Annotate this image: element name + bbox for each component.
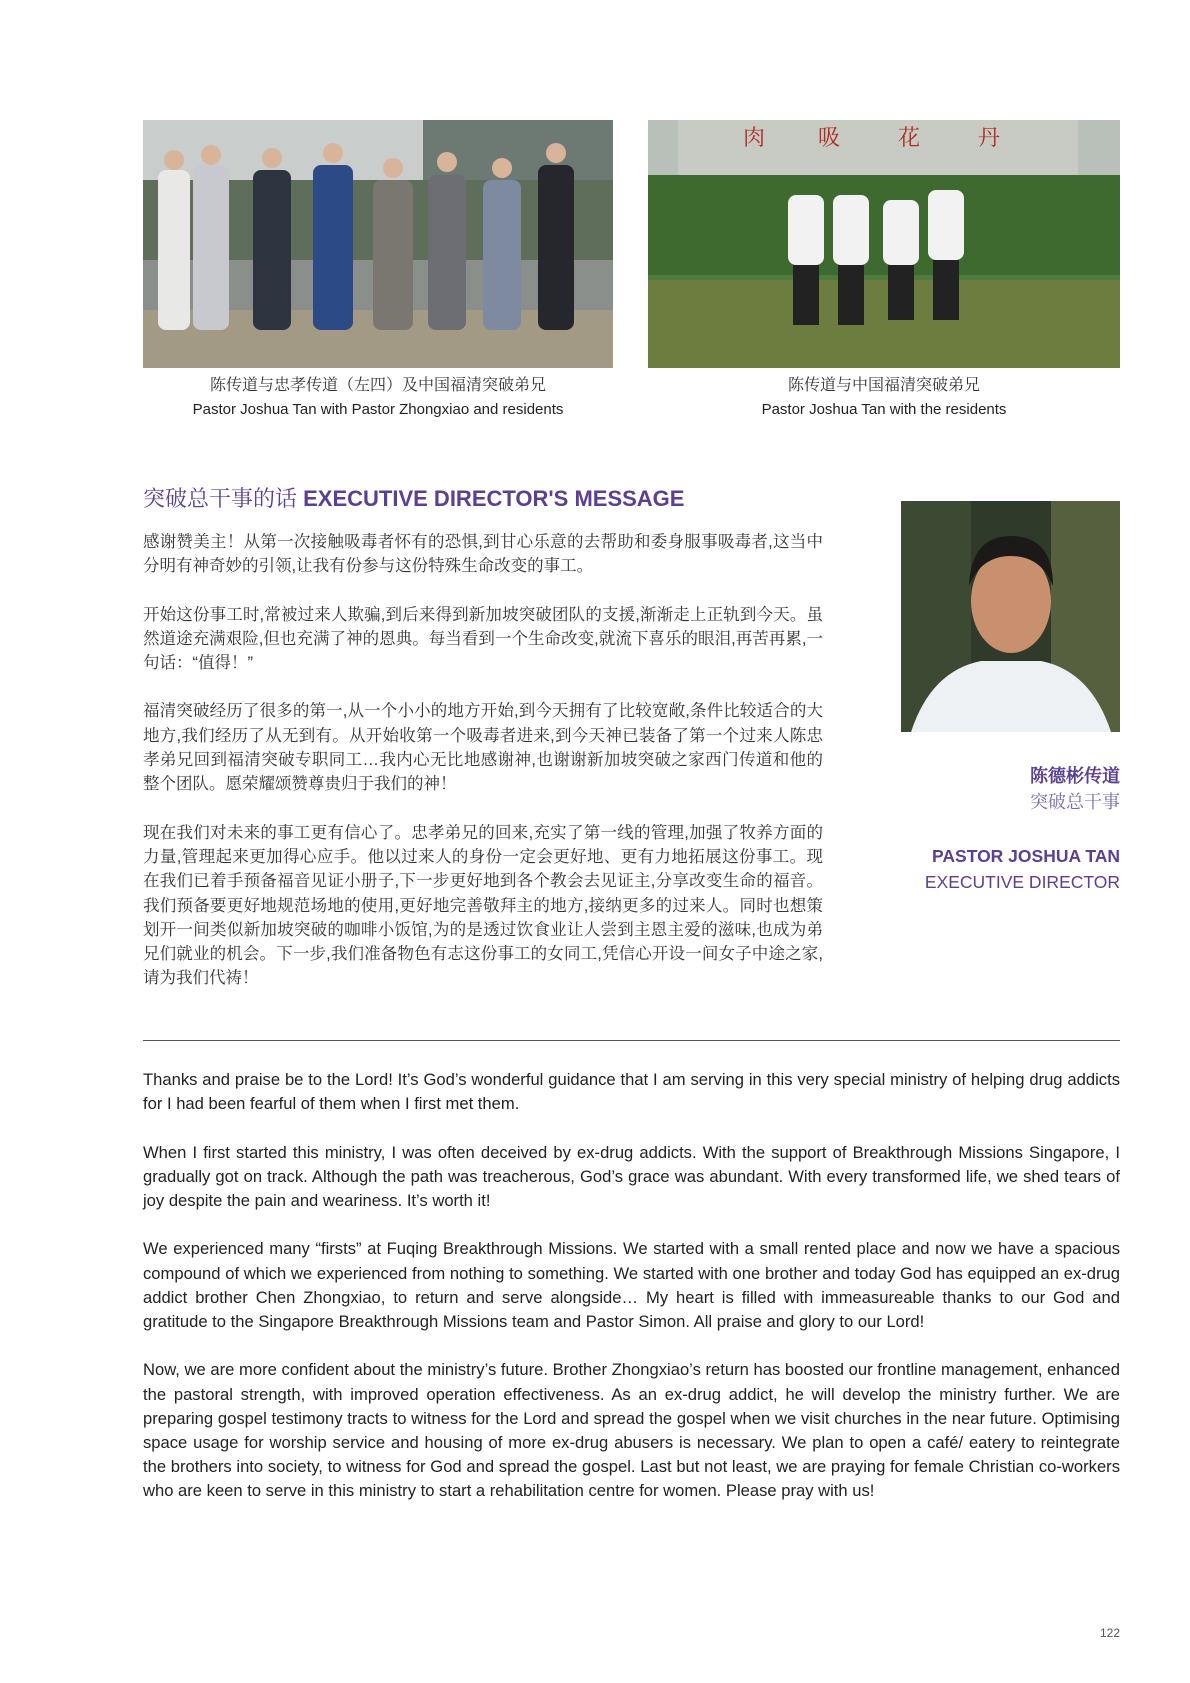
- group-photo-residents: [648, 120, 1120, 368]
- section-heading: [143, 482, 684, 513]
- en-paragraph: We experienced many “firsts” at Fuqing Breakthrough Missions. We started with a small rented place and now we have a spacious compound of which we experienced from nothing to something. We started with one brother and today God has equipped an ex-drug addict brother Chen Zhongxiao, to return and serve alongside… My heart is filled with immeasureable thanks to our God and gratitude to the Singapore Breakthrough Missions team and Pastor Simon. All praise and glory to our Lord!: [143, 1239, 1120, 1331]
- en-paragraph: When I first started this ministry, I was often deceived by ex-drug addicts. With the support of Breakthrough Missions Singapore, I gradually got on track. Although the path was treacherous, God’s grace was abundant. With every transformed life, we shed tears of joy despite the pain and weariness. It’s worth it!: [143, 1142, 1120, 1210]
- caption-zh: 陈传道与忠孝传道（左四）及中国福清突破弟兄: [209, 377, 546, 394]
- photo-caption-1: [143, 374, 613, 422]
- photo-caption-2: [648, 374, 1120, 422]
- heading-zh: 突破总干事的话: [143, 486, 304, 511]
- svg-text:花: 花: [898, 126, 921, 151]
- profile-name-zh: 陈德彬传道: [1030, 766, 1120, 786]
- svg-text:吸: 吸: [818, 126, 841, 151]
- chinese-message: [143, 530, 823, 1015]
- en-paragraph: Now, we are more confident about the ministry’s future. Brother Zhongxiao’s return has boosted our frontline management, enhanced the pastoral strength, with improved operation effectiveness. As an ex-drug addict, he will develop the ministry further. We are preparing gospel testimony tracts to witness for the Lord and spread the gospel when we visit churches in the near future. Optimising space usage for worship service and housing of more ex-drug abusers is necessary. We plan to open a café/ eatery to reintegrate the brothers into society, to witness for God and spread the gospel. Last but not least, we are praying for female Christian co-workers who are keen to serve in this ministry to start a rehabilitation centre for women. Please pray with us!: [143, 1360, 1120, 1501]
- page-number: 122: [1099, 1626, 1120, 1640]
- zh-paragraph: 现在我们对未来的事工更有信心了。忠孝弟兄的回来,充实了第一线的管理,加强了牧养方面的力量,管理起来更加得心应手。他以过来人的身份一定会更好地、更有力地拓展这份事工。现在我们已着手预备福音见证小册子,下一步更好地到各个教会去见证主,分享改变生命的福音。我们预备要更好地规范场地的使用,更好地完善敬拜主的地方,接纳更多的过来人。同时也想策划开一间类似新加坡突破的咖啡小饭馆,为的是透过饮食业让人尝到主恩主爱的滋味,也成为弟兄们就业的机会。下一步,我们准备物色有志这份事工的女同工,凭信心开设一间女子中途之家,请为我们代祷！: [143, 823, 823, 988]
- zh-paragraph: 开始这份事工时,常被过来人欺骗,到后来得到新加坡突破团队的支援,渐渐走上正轨到今天。虽然道途充满艰险,但也充满了神的恩典。每当看到一个生命改变,就流下喜乐的眼泪,再苦再累,一句话：“值得！”: [143, 605, 823, 673]
- profile-name-en: PASTOR JOSHUA TAN: [932, 846, 1120, 866]
- profile-title-zh: 突破总干事: [1030, 792, 1120, 812]
- group-photo-pastor-zhongxiao: [143, 120, 613, 368]
- caption-zh: 陈传道与中国福清突破弟兄: [787, 377, 980, 394]
- caption-en: Pastor Joshua Tan with Pastor Zhongxiao and residents: [192, 401, 564, 418]
- divider: [143, 1040, 1120, 1041]
- svg-text:肉: 肉: [743, 126, 766, 151]
- en-paragraph: Thanks and praise be to the Lord! It’s God’s wonderful guidance that I am serving in this very special ministry of helping drug addicts for I had been fearful of them when I first met them.: [143, 1070, 1120, 1114]
- zh-paragraph: 感谢赞美主！从第一次接触吸毒者怀有的恐惧,到甘心乐意的去帮助和委身服事吸毒者,这当中分明有神奇妙的引领,让我有份参与这份特殊生命改变的事工。: [143, 533, 823, 576]
- heading-en: EXECUTIVE DIRECTOR'S MESSAGE: [303, 486, 685, 511]
- caption-en: Pastor Joshua Tan with the residents: [761, 401, 1007, 418]
- english-message: [143, 1068, 1120, 1528]
- profile-title-en: EXECUTIVE DIRECTOR: [924, 872, 1120, 892]
- svg-text:丹: 丹: [978, 126, 1001, 151]
- portrait-photo: [901, 501, 1120, 732]
- zh-paragraph: 福清突破经历了很多的第一,从一个小小的地方开始,到今天拥有了比较宽敞,条件比较适合的大地方,我们经历了从无到有。从开始收第一个吸毒者进来,到今天神已装备了第一个过来人陈忠孝弟兄回到福清突破专职同工…我内心无比地感谢神,也谢谢新加坡突破之家西门传道和他的整个团队。愿荣耀颂赞尊贵归于我们的神！: [143, 702, 823, 794]
